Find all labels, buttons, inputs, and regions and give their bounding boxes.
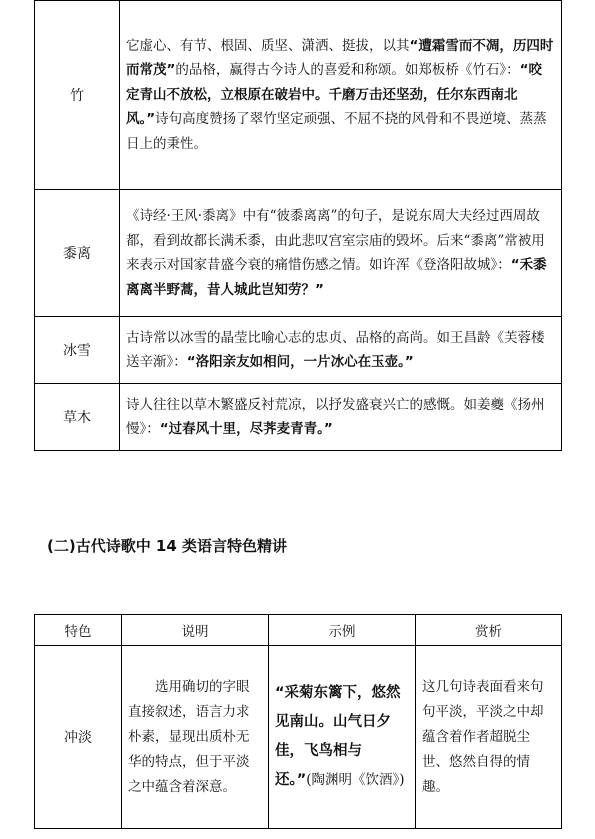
feature-analysis: 这几句诗表面看来句句平淡，平淡之中却蕴含着作者超脱尘世、悠然自得的情趣。 [416, 646, 562, 829]
table-row [35, 317, 562, 384]
desc-text: 《诗经·王风·黍离》中有“彼黍离离”的句子，是说东周大夫经过西周故都，看到故都长满禾黍，由此悲叹宫室宗庙的毁坏。后来“黍离”常被用来表示对国家昔盛今衰的痛惜伤感之情。如许浑《登洛阳故城》： [126, 208, 545, 273]
poem-quote: “洛阳亲友如相问，一片冰心在玉壶。” [186, 354, 414, 370]
symbol-term: 竹 [35, 1, 120, 190]
desc-text: 诗句高度赞扬了翠竹坚定顽强、不屈不挠的风骨和不畏逆境、蒸蒸日上的秉性。 [126, 111, 547, 152]
poem-quote: “咬定青山不放松，立根原在破岩中。千磨万击还坚劲，任尔东西南北风。” [126, 62, 542, 128]
column-header-example: 示例 [269, 615, 416, 646]
table-row [35, 384, 562, 451]
feature-example [269, 646, 416, 829]
symbol-term: 草木 [35, 384, 120, 451]
table-header-row [35, 615, 562, 646]
column-header-explanation: 说明 [122, 615, 269, 646]
example-quote: “采菊东篱下，悠然见南山。山气日夕佳，飞鸟相与还。” [275, 685, 401, 788]
feature-explanation: 选用确切的字眼直接叙述，语言力求朴素，显现出质朴无华的特点，但于平淡之中蕴含着深意。 [122, 646, 269, 829]
quote-text: “遭霜雪而不凋，历四时而常茂” [126, 37, 554, 79]
desc-text: 的品格，赢得古今诗人的喜爱和称颂。如郑板桥《竹石》： [175, 62, 520, 79]
example-source: (陶渊明《饮酒》) [306, 772, 405, 788]
feature-name: 冲淡 [35, 646, 122, 829]
column-header-feature: 特色 [35, 615, 122, 646]
symbol-description [120, 384, 562, 451]
literary-symbols-table [34, 0, 562, 451]
symbol-description [120, 317, 562, 384]
symbol-term: 黍离 [35, 190, 120, 317]
symbol-term: 冰雪 [35, 317, 120, 384]
symbol-description [120, 1, 562, 190]
desc-text: 古诗常以冰雪的晶莹比喻心志的忠贞、品格的高尚。如王昌龄《芙蓉楼送辛渐》： [126, 329, 545, 370]
table-row [35, 190, 562, 317]
column-header-analysis: 赏析 [416, 615, 562, 646]
poem-quote: “过春风十里，尽荠麦青青。” [159, 421, 333, 437]
desc-text: 它虚心、有节、根固、质坚、潇洒、挺拔，以其 [126, 37, 410, 54]
poem-quote: “禾黍离离半野蒿，昔人城此岂知劳？” [126, 257, 547, 298]
table-row [35, 1, 562, 190]
table-row [35, 646, 562, 829]
desc-text: 诗人往往以草木繁盛反衬荒凉，以抒发盛衰兴亡的感慨。如姜夔《扬州慢》： [126, 396, 545, 437]
section-heading: (二)古代诗歌中 14 类语言特色精讲 [47, 537, 288, 555]
language-features-table [34, 614, 562, 829]
symbol-description [120, 190, 562, 317]
